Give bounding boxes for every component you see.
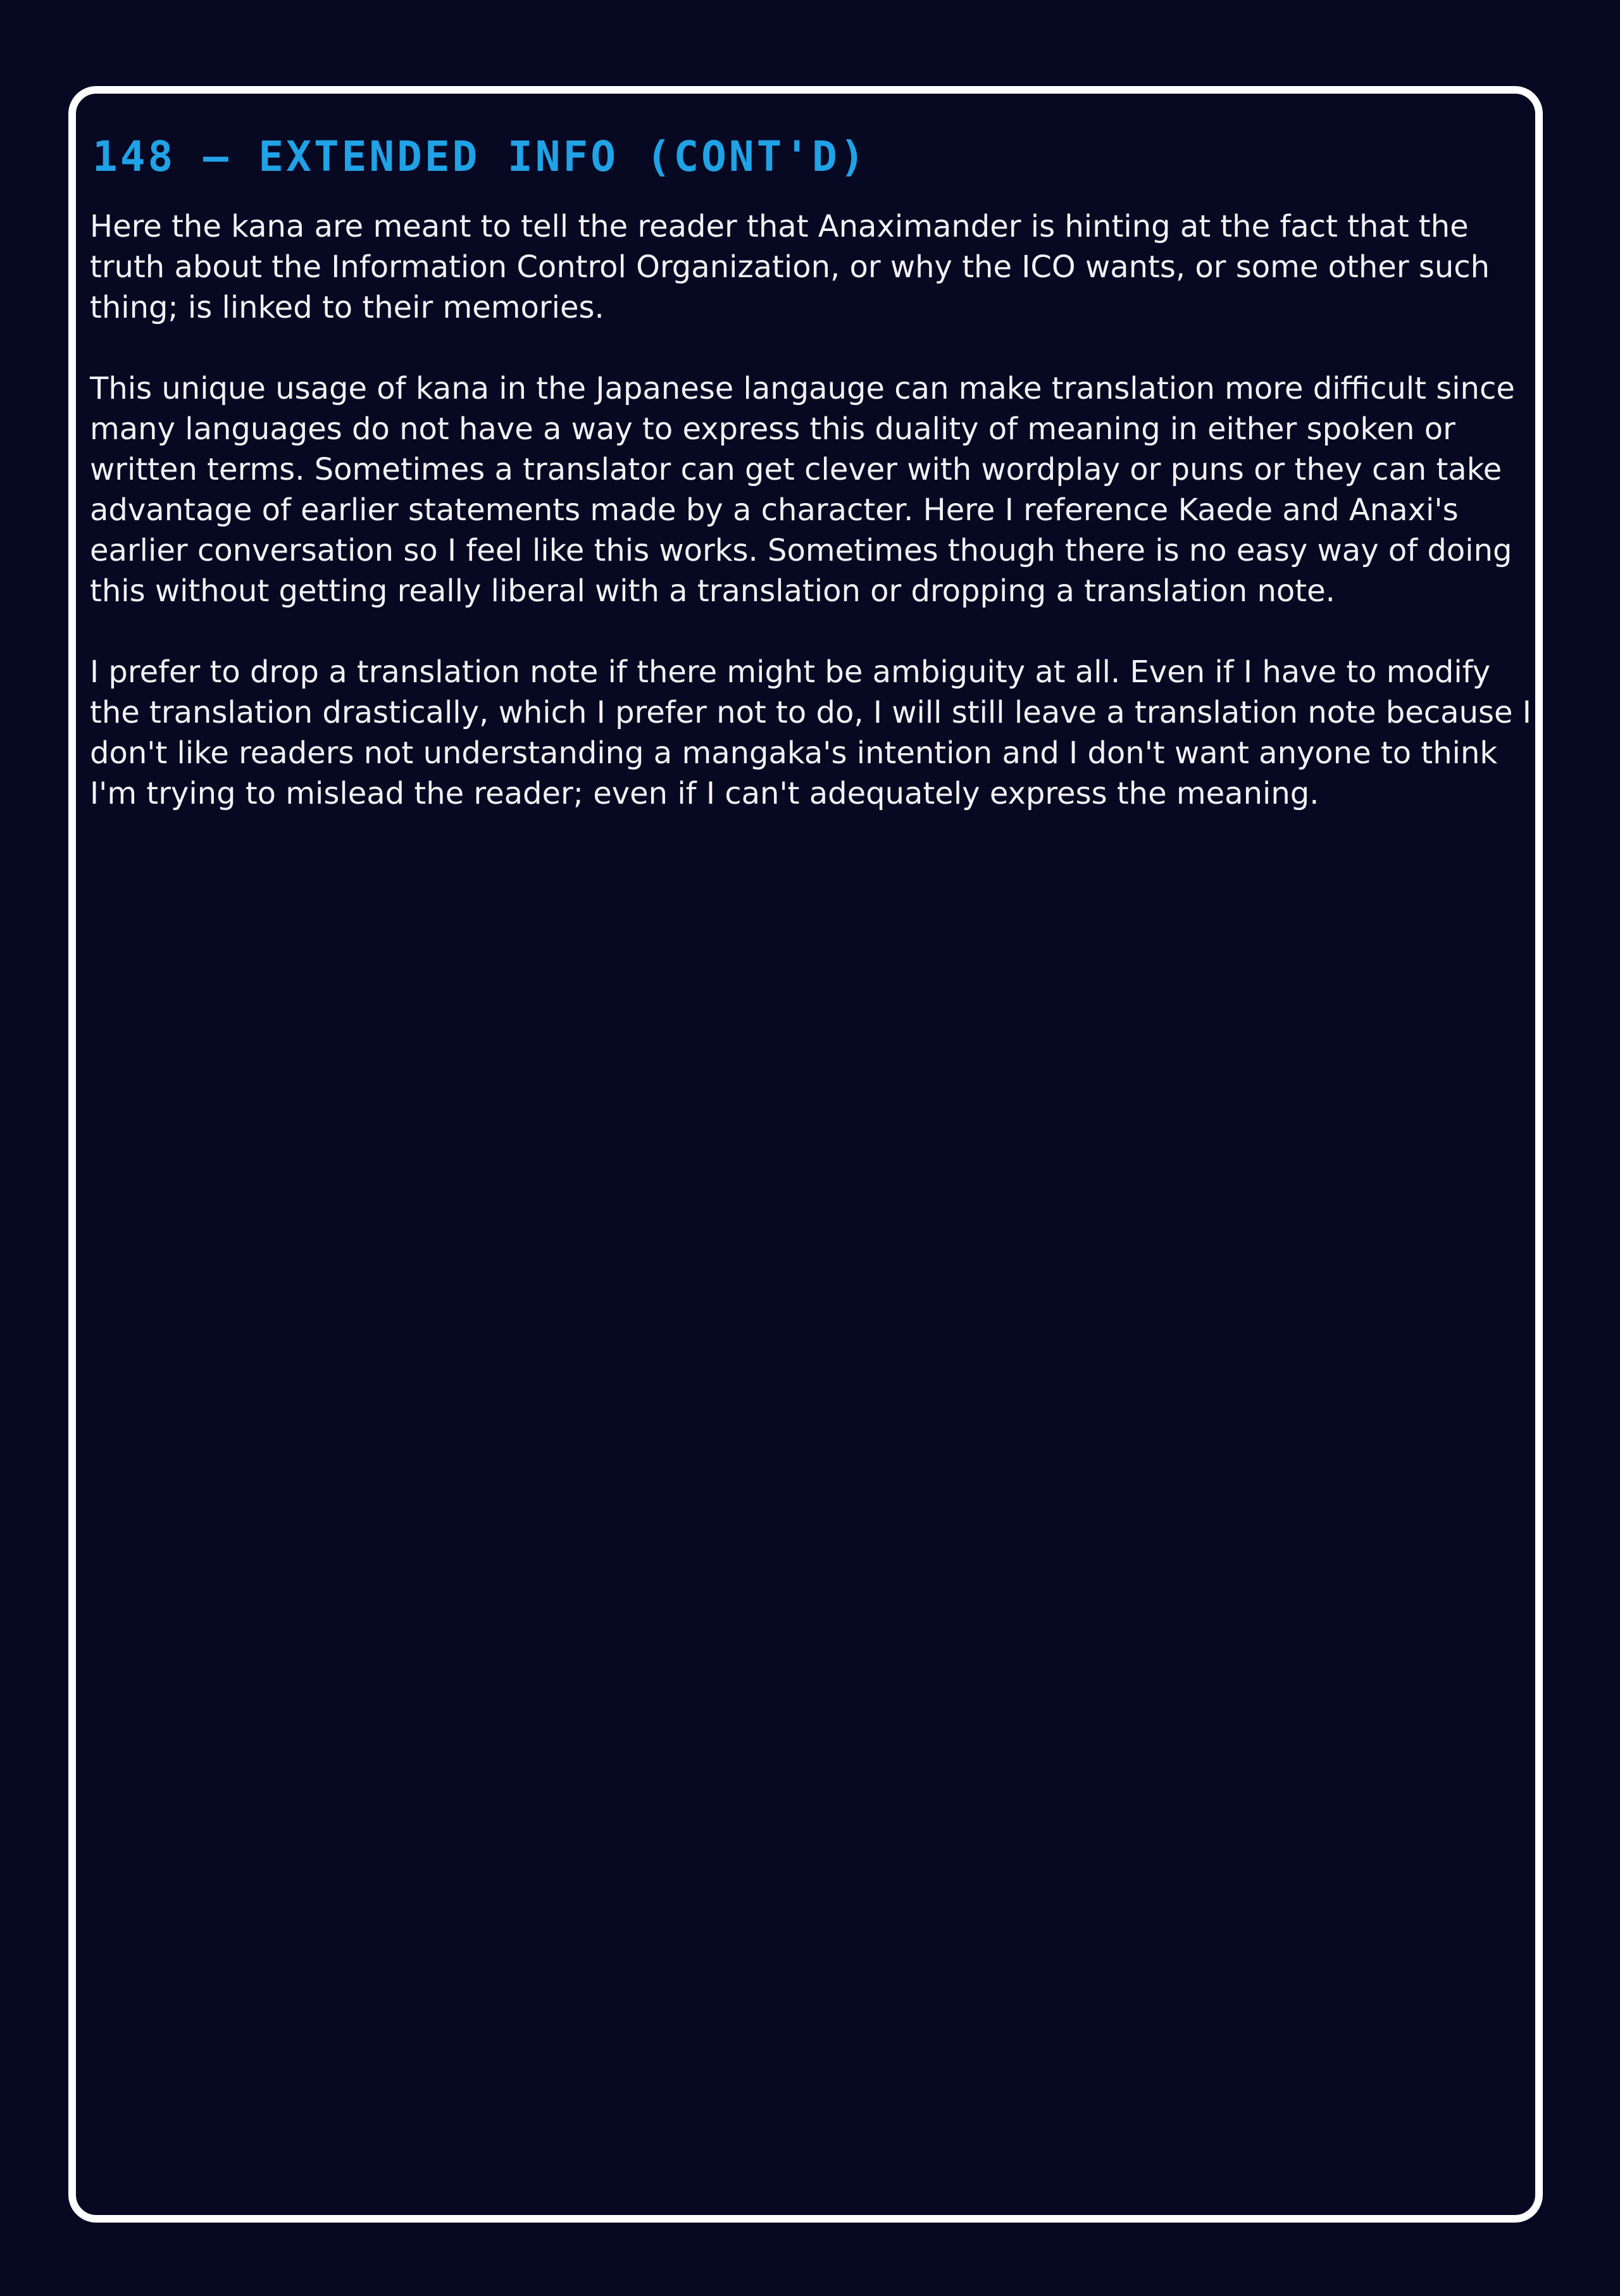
body-text xyxy=(90,206,1533,854)
page-title: 148 – EXTENDED INFO (CONT'D) xyxy=(92,132,868,181)
paragraph-2: This unique usage of kana in the Japanese langauge can make translation more difficult since many languages do not have a way to express this duality of meaning in either spoken or written terms. Sometimes a translator can get clever with wordplay or puns or they can take advantage of earlier statements made by a character. Here I reference Kaede and Anaxi's earlier conversation so I feel like this works. Sometimes though there is no easy way of doing this without getting really liberal with a translation or dropping a translation note. xyxy=(90,371,1515,609)
paragraph-3: I prefer to drop a translation note if there might be ambiguity at all. Even if I have to modify the translation drastically, which I prefer not to do, I will still leave a translation note because I don't like readers not understanding a mangaka's intention and I don't want anyone to think I'm trying to mislead the reader; even if I can't adequately express the meaning. xyxy=(90,654,1531,811)
paragraph-1: Here the kana are meant to tell the reader that Anaximander is hinting at the fact that the truth about the Information Control Organization, or why the ICO wants, or some other such thing; is linked to their memories. xyxy=(90,209,1490,325)
